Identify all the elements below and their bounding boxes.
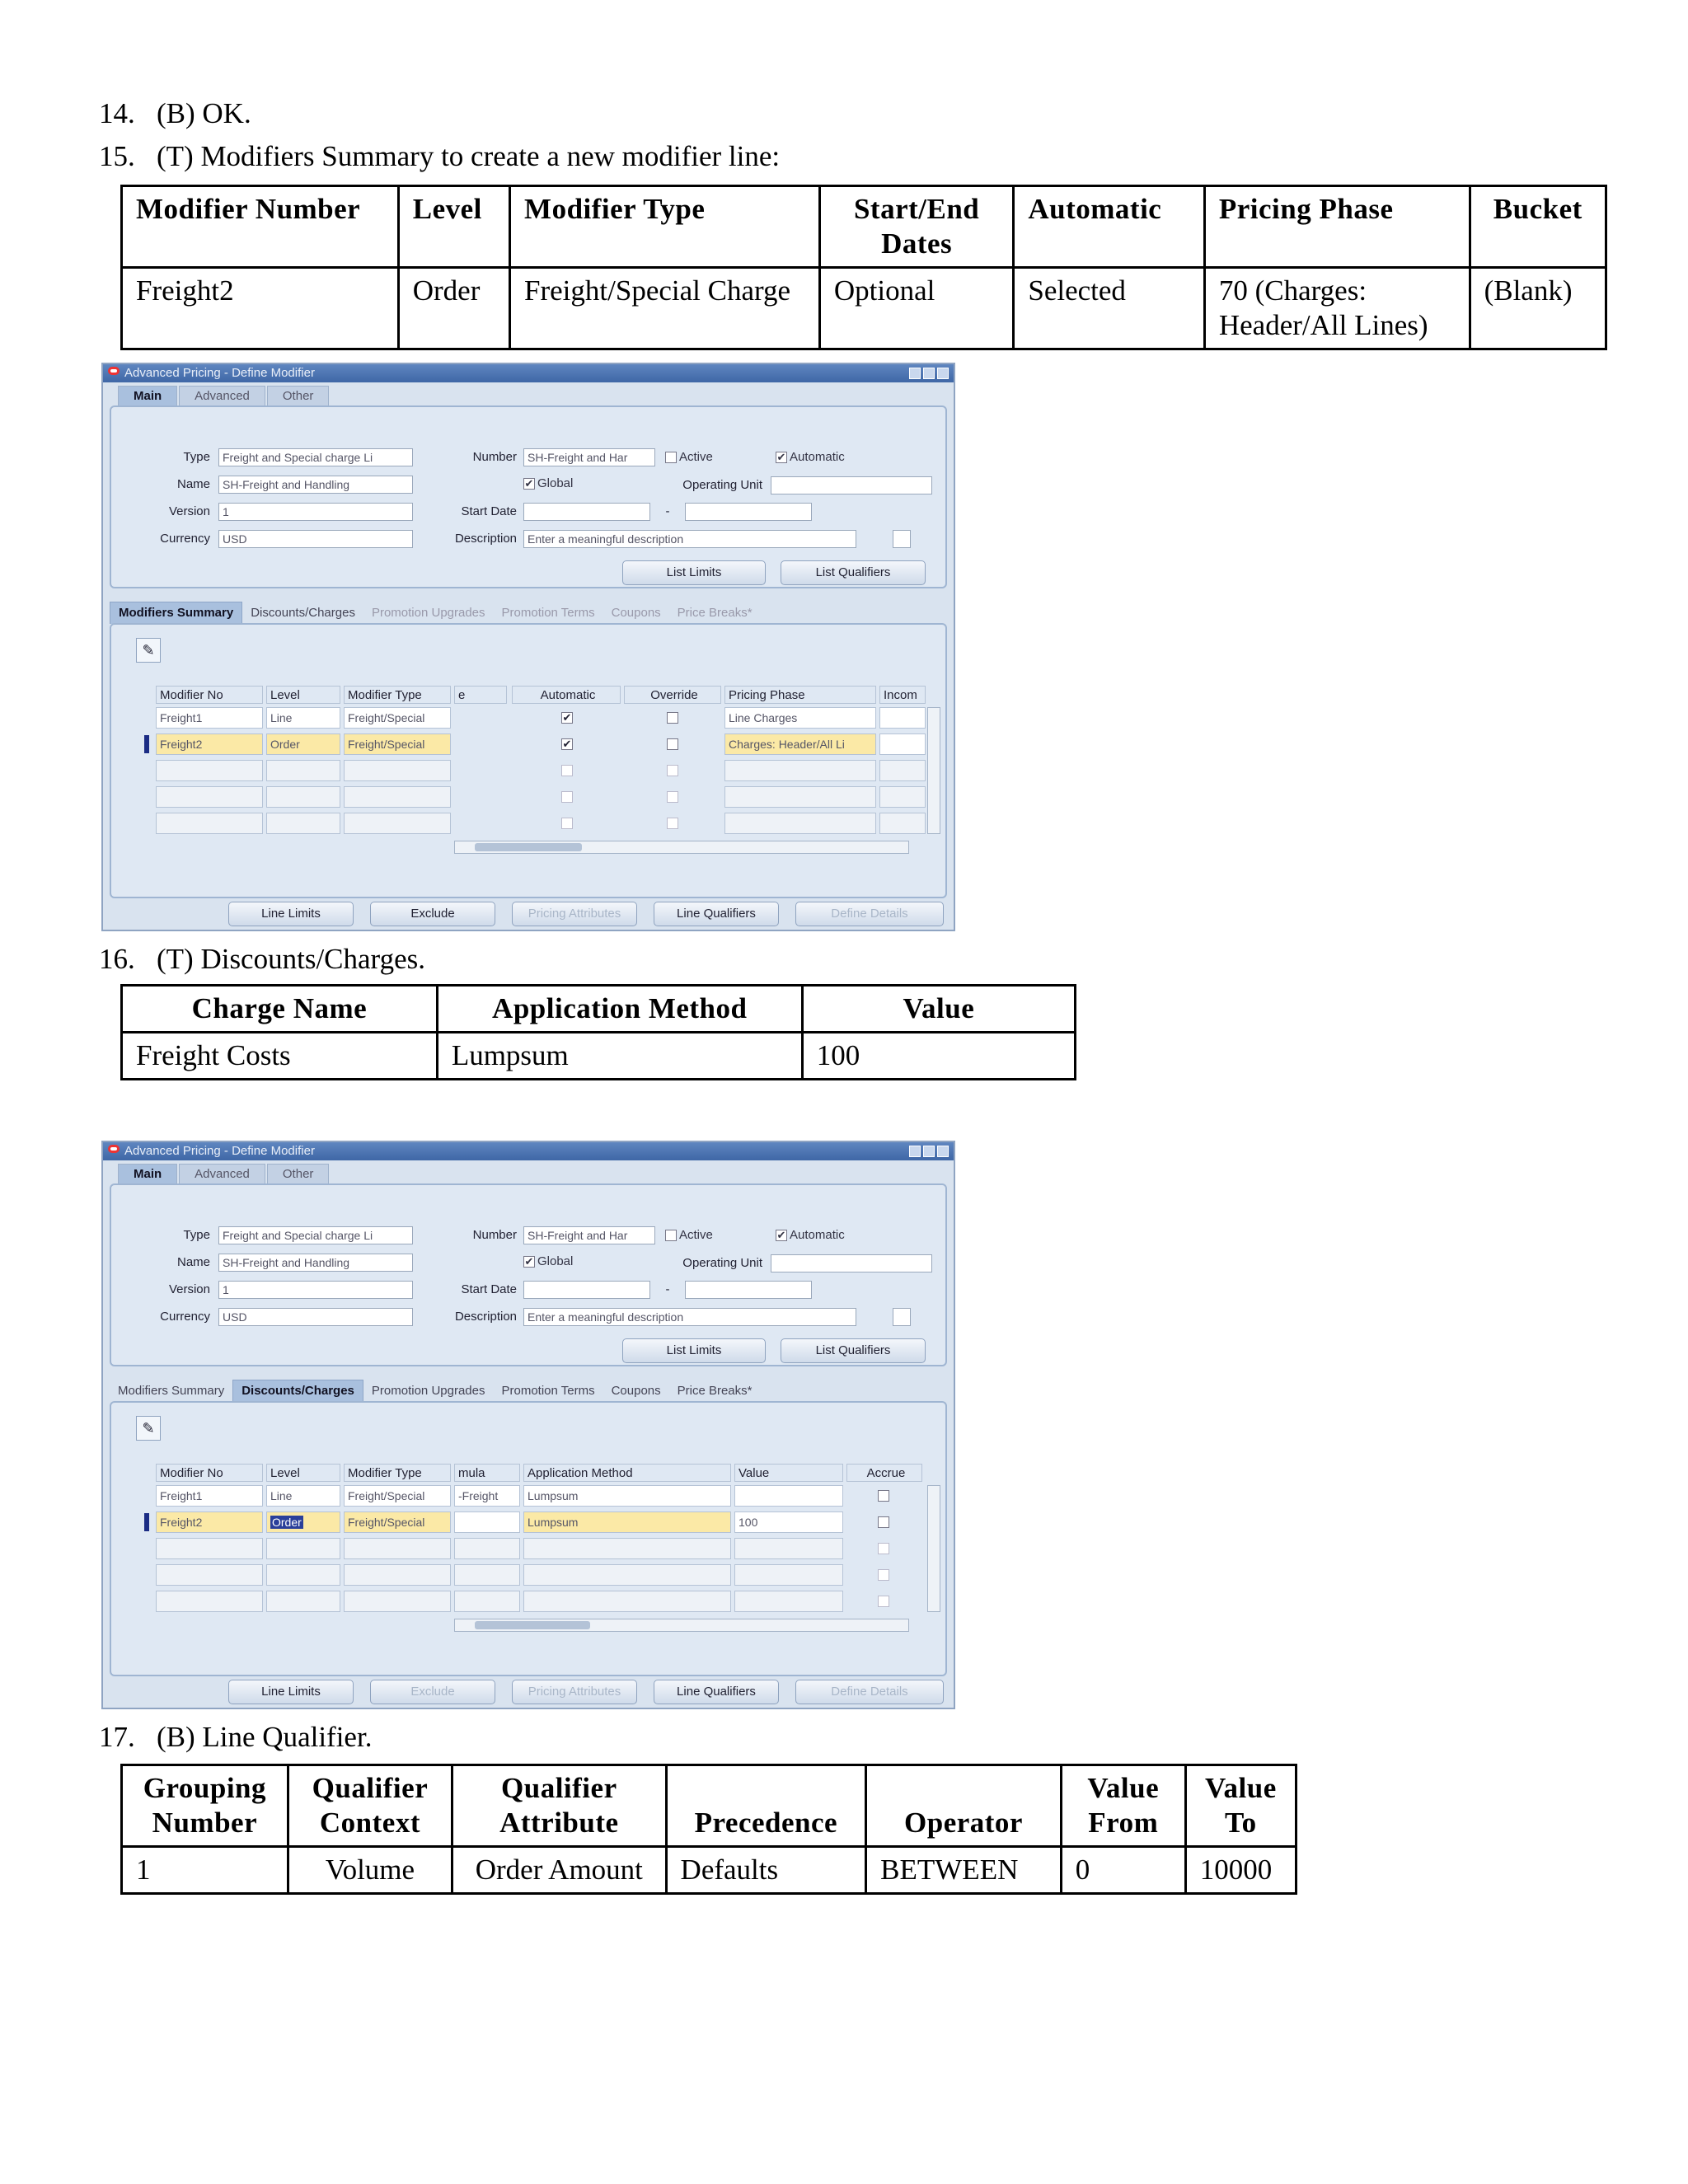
horizontal-scrollbar[interactable] [454,1619,909,1632]
tab-other[interactable]: Other [267,1164,330,1183]
start-date-label: Start Date [461,1282,517,1296]
cell-operator: BETWEEN [866,1847,1062,1894]
step-text: (B) OK. [157,97,251,129]
flex-field[interactable] [893,530,911,548]
step-text: (B) Line Qualifier. [157,1721,373,1753]
pricing-attributes-button[interactable]: Pricing Attributes [512,1680,637,1704]
tab-main[interactable]: Main [118,386,177,405]
col-automatic: Automatic [512,686,621,704]
flex-field[interactable] [893,1308,911,1326]
row-2-override-checkbox[interactable] [667,738,678,750]
row-override-checkbox[interactable] [667,765,678,776]
table-row[interactable] [266,760,340,781]
table-row[interactable] [156,813,263,834]
end-date-field[interactable] [685,1281,812,1299]
automatic-checkbox[interactable] [776,1228,845,1242]
table-row-2-formula[interactable] [454,1511,520,1533]
table-row[interactable] [266,1538,340,1559]
step-number: 15. [99,140,135,172]
header-pricing-phase: Pricing Phase [1204,186,1470,268]
top-tabs [118,386,331,405]
cell-value: 100 [802,1033,1075,1080]
step-14 [99,97,251,130]
table-row-2-phase[interactable]: Charges: Header/All Li [724,733,876,755]
row-1-override-checkbox[interactable] [667,712,678,724]
discounts-charges-table [120,984,1076,1080]
operating-unit-field[interactable] [771,476,932,494]
col-incompatibility: Incom [879,686,926,704]
type-label: Type [183,1228,210,1242]
table-row[interactable] [734,1564,843,1586]
current-record-indicator [144,735,149,753]
modifier-subtabs [110,602,761,623]
table-row[interactable] [879,813,926,834]
scroll-thumb[interactable] [475,1621,590,1629]
current-record-indicator [144,1513,149,1531]
table-row [122,1033,1076,1080]
cell-qualifier-attribute: Order Amount [452,1847,666,1894]
global-label: Global [537,1254,574,1268]
currency-label: Currency [160,532,210,546]
check-icon: ✔ [524,477,534,490]
row-2-automatic-checkbox[interactable]: ✔ [562,738,572,750]
description-field[interactable]: Enter a meaningful description [523,1308,856,1326]
number-field[interactable]: SH-Freight and Har [523,1226,655,1244]
window-titlebar [103,1142,954,1160]
table-row-2-level[interactable]: Order [266,733,340,755]
start-date-field[interactable] [523,503,650,521]
lines-panel [110,623,947,898]
table-row-2-type[interactable]: Freight/Special [344,1511,451,1533]
oracle-logo-icon [108,1145,120,1153]
active-checkbox[interactable] [665,1228,713,1242]
header-application-method: Application Method [437,986,802,1033]
exclude-button[interactable]: Exclude [370,902,495,926]
step-text: (T) Discounts/Charges. [157,943,425,975]
table-row[interactable] [344,760,451,781]
line-qualifiers-button[interactable]: Line Qualifiers [654,1680,779,1704]
lines-panel [110,1401,947,1676]
header-operator: Operator [866,1765,1062,1847]
tab-advanced[interactable]: Advanced [179,1164,265,1183]
cell-automatic: Selected [1014,268,1205,349]
table-row-2-modifier-no[interactable]: Freight2 [156,1511,263,1533]
scroll-thumb[interactable] [475,843,582,851]
cell-application-method: Lumpsum [437,1033,802,1080]
active-checkbox[interactable] [665,450,713,464]
description-label: Description [454,532,517,546]
description-label: Description [454,1310,517,1324]
table-row[interactable] [156,1538,263,1559]
tab-advanced[interactable]: Advanced [179,386,265,405]
vertical-scrollbar[interactable] [927,1485,940,1612]
date-dash: - [665,1282,670,1296]
date-dash: - [665,504,670,518]
operating-unit-label: Operating Unit [682,1256,762,1270]
header-panel [110,405,947,588]
subtab-promotion-terms[interactable]: Promotion Terms [501,606,595,620]
check-icon: ✔ [776,451,786,464]
col-level: Level [266,1464,340,1482]
global-checkbox[interactable] [523,476,573,490]
line-limits-button[interactable]: Line Limits [228,902,354,926]
maximize-icon[interactable] [923,1146,935,1157]
row-automatic-checkbox[interactable] [561,765,573,776]
subtab-promotion-terms[interactable]: Promotion Terms [501,1384,595,1398]
header-modifier-type: Modifier Type [510,186,820,268]
subtab-discounts-charges[interactable]: Discounts/Charges [251,606,355,620]
table-row-1-level[interactable]: Line [266,1485,340,1507]
table-row-2-level[interactable] [266,1511,340,1533]
modifier-subtabs [110,1380,761,1401]
close-icon[interactable] [937,1146,949,1157]
col-override: Override [624,686,721,704]
table-row-1-incompat[interactable] [879,707,926,729]
col-modifier-no: Modifier No [156,1464,263,1482]
table-row [122,1847,1296,1894]
operating-unit-field[interactable] [771,1254,932,1272]
table-row[interactable] [156,760,263,781]
close-icon[interactable] [937,368,949,379]
subtab-coupons[interactable]: Coupons [611,1384,661,1398]
header-charge-name: Charge Name [122,986,438,1033]
table-row-1-phase[interactable]: Line Charges [724,707,876,729]
start-date-field[interactable] [523,1281,650,1299]
step-number: 17. [99,1721,135,1753]
pricing-attributes-button[interactable]: Pricing Attributes [512,902,637,926]
window-title: Advanced Pricing - Define Modifier [124,1144,315,1158]
col-pricing-phase: Pricing Phase [724,686,876,704]
modifier-summary-table [120,185,1607,350]
table-row-2-method[interactable]: Lumpsum [523,1511,731,1533]
cell-qualifier-context: Volume [288,1847,452,1894]
new-line-icon[interactable]: ✎ [136,1416,161,1441]
table-row-1-value[interactable] [734,1485,843,1507]
name-label: Name [176,1255,210,1269]
minimize-icon[interactable] [909,368,921,379]
subtab-coupons[interactable]: Coupons [611,606,661,620]
table-row-2-value[interactable]: 100 [734,1511,843,1533]
type-field[interactable]: Freight and Special charge Li [218,448,413,466]
table-row-1-level[interactable]: Line [266,707,340,729]
table-row[interactable] [724,786,876,808]
row-automatic-checkbox[interactable] [561,791,573,803]
table-row[interactable] [454,1538,520,1559]
table-row[interactable] [344,786,451,808]
cell-modifier-number: Freight2 [122,268,399,349]
version-field[interactable]: 1 [218,503,413,521]
active-label: Active [679,450,713,464]
tab-other[interactable]: Other [267,386,330,405]
table-row-2-modifier-no[interactable]: Freight2 [156,733,263,755]
col-e: e [454,686,507,704]
table-row[interactable] [344,813,451,834]
row-1-accrue-checkbox[interactable] [878,1490,889,1502]
row-2-accrue-checkbox[interactable] [878,1516,889,1528]
table-row[interactable] [156,1564,263,1586]
automatic-label: Automatic [790,450,845,464]
operating-unit-label: Operating Unit [682,478,762,492]
step-15 [99,140,780,173]
table-row[interactable] [454,1564,520,1586]
table-row[interactable] [879,760,926,781]
name-field[interactable]: SH-Freight and Handling [218,476,413,494]
checkbox-box [665,452,677,463]
step-16 [99,943,425,976]
subtab-promotion-upgrades[interactable]: Promotion Upgrades [371,606,485,620]
header-grouping-number: Grouping Number [122,1765,288,1847]
header-qualifier-context: Qualifier Context [288,1765,452,1847]
table-row[interactable] [734,1591,843,1612]
table-header-row [122,1765,1296,1847]
col-level: Level [266,686,340,704]
header-modifier-number: Modifier Number [122,186,399,268]
row-override-checkbox[interactable] [667,818,678,829]
automatic-checkbox[interactable] [776,450,845,464]
automatic-label: Automatic [790,1228,845,1242]
col-modifier-type: Modifier Type [344,686,451,704]
check-icon: ✔ [776,1229,786,1242]
header-value-to: Value To [1185,1765,1296,1847]
checkbox-box [665,1230,677,1241]
subtab-discounts-charges[interactable]: Discounts/Charges [232,1380,363,1402]
number-label: Number [472,1228,517,1242]
description-field[interactable]: Enter a meaningful description [523,530,856,548]
table-row-2-type[interactable]: Freight/Special [344,733,451,755]
cell-pricing-phase: 70 (Charges: Header/All Lines) [1204,268,1470,349]
list-limits-button[interactable]: List Limits [622,560,766,585]
table-row-1-modifier-no[interactable]: Freight1 [156,707,263,729]
type-field[interactable]: Freight and Special charge Li [218,1226,413,1244]
row-automatic-checkbox[interactable] [561,818,573,829]
window-title: Advanced Pricing - Define Modifier [124,366,315,380]
version-field[interactable]: 1 [218,1281,413,1299]
table-row[interactable] [523,1538,731,1559]
table-row-1-type[interactable]: Freight/Special [344,707,451,729]
oracle-logo-icon [108,367,120,375]
version-label: Version [168,504,210,518]
cell-level: Order [398,268,509,349]
window-controls [907,1145,949,1163]
row-override-checkbox[interactable] [667,791,678,803]
row-1-automatic-checkbox[interactable]: ✔ [562,711,572,724]
table-row[interactable] [344,1591,451,1612]
table-row[interactable] [879,786,926,808]
table-row[interactable] [724,813,876,834]
table-row[interactable] [523,1564,731,1586]
row-accrue-checkbox[interactable] [878,1569,889,1581]
type-label: Type [183,450,210,464]
step-number: 16. [99,943,135,975]
header-bucket: Bucket [1470,186,1606,268]
global-checkbox[interactable] [523,1254,573,1268]
col-modifier-no: Modifier No [156,686,263,704]
subtab-promotion-upgrades[interactable]: Promotion Upgrades [371,1384,485,1398]
subtab-modifiers-summary[interactable]: Modifiers Summary [118,1384,225,1398]
header-value-from: Value From [1061,1765,1185,1847]
global-label: Global [537,476,574,490]
row-accrue-checkbox[interactable] [878,1596,889,1607]
table-row[interactable] [266,786,340,808]
table-row-1-formula[interactable]: -Freight [454,1485,520,1507]
line-limits-button[interactable]: Line Limits [228,1680,354,1704]
cell-modifier-type: Freight/Special Charge [510,268,820,349]
table-row[interactable] [266,1564,340,1586]
header-start-end-dates: Start/End Dates [819,186,1014,268]
table-row-1-modifier-no[interactable]: Freight1 [156,1485,263,1507]
table-header-row [122,986,1076,1033]
cell-grouping-number: 1 [122,1847,288,1894]
line-qualifiers-button[interactable]: Line Qualifiers [654,902,779,926]
header-level: Level [398,186,509,268]
start-date-label: Start Date [461,504,517,518]
subtab-modifiers-summary[interactable]: Modifiers Summary [110,602,242,624]
cell-precedence: Defaults [666,1847,866,1894]
table-row[interactable] [454,1591,520,1612]
table-row-1-type[interactable]: Freight/Special [344,1485,451,1507]
window-titlebar [103,364,954,382]
header-panel [110,1183,947,1366]
col-modifier-type: Modifier Type [344,1464,451,1482]
subtab-price-breaks[interactable]: Price Breaks* [677,1384,753,1398]
check-icon: ✔ [524,1255,534,1268]
number-field[interactable]: SH-Freight and Har [523,448,655,466]
table-row[interactable] [724,760,876,781]
table-row[interactable] [156,1591,263,1612]
header-value: Value [802,986,1075,1033]
tab-main[interactable]: Main [118,1164,177,1183]
step-text: (T) Modifiers Summary to create a new modifier line: [157,140,781,172]
col-formula: mula [454,1464,520,1482]
step-17 [99,1721,372,1754]
define-details-button[interactable]: Define Details [795,1680,944,1704]
cell-bucket: (Blank) [1470,268,1606,349]
define-modifier-window-discounts [101,1141,955,1709]
row-accrue-checkbox[interactable] [878,1543,889,1554]
table-row-1-method[interactable]: Lumpsum [523,1485,731,1507]
list-limits-button[interactable]: List Limits [622,1338,766,1363]
active-label: Active [679,1228,713,1242]
maximize-icon[interactable] [923,368,935,379]
vertical-scrollbar[interactable] [927,707,940,834]
number-label: Number [472,450,517,464]
table-row[interactable] [344,1564,451,1586]
currency-field[interactable]: USD [218,530,413,548]
col-accrue: Accrue [846,1464,922,1482]
exclude-button[interactable]: Exclude [370,1680,495,1704]
cell-value-to: 10000 [1185,1847,1296,1894]
window-controls [907,367,949,385]
table-row-2-incompat[interactable] [879,733,926,755]
name-field[interactable]: SH-Freight and Handling [218,1254,413,1272]
table-row[interactable] [156,786,263,808]
header-automatic: Automatic [1014,186,1205,268]
list-qualifiers-button[interactable]: List Qualifiers [781,560,926,585]
name-label: Name [176,477,210,491]
version-label: Version [168,1282,210,1296]
currency-label: Currency [160,1310,210,1324]
cell-value-from: 0 [1061,1847,1185,1894]
selected-text: Order [272,1516,302,1529]
col-application-method: Application Method [523,1464,731,1482]
top-tabs [118,1164,331,1183]
step-number: 14. [99,97,135,129]
line-qualifier-table [120,1764,1297,1895]
table-row[interactable] [734,1538,843,1559]
table-row[interactable] [266,813,340,834]
table-header-row [122,186,1606,268]
minimize-icon[interactable] [909,1146,921,1157]
horizontal-scrollbar[interactable] [454,841,909,854]
table-row[interactable] [266,1591,340,1612]
define-modifier-window-summary [101,363,955,931]
cell-charge-name: Freight Costs [122,1033,438,1080]
cell-start-end-dates: Optional [819,268,1014,349]
header-qualifier-attribute: Qualifier Attribute [452,1765,666,1847]
currency-field[interactable]: USD [218,1308,413,1326]
define-details-button[interactable]: Define Details [795,902,944,926]
table-row [122,268,1606,349]
header-precedence: Precedence [666,1765,866,1847]
new-line-icon[interactable]: ✎ [136,638,161,663]
subtab-price-breaks[interactable]: Price Breaks* [677,606,753,620]
end-date-field[interactable] [685,503,812,521]
table-row[interactable] [523,1591,731,1612]
col-value: Value [734,1464,843,1482]
table-row[interactable] [344,1538,451,1559]
list-qualifiers-button[interactable]: List Qualifiers [781,1338,926,1363]
